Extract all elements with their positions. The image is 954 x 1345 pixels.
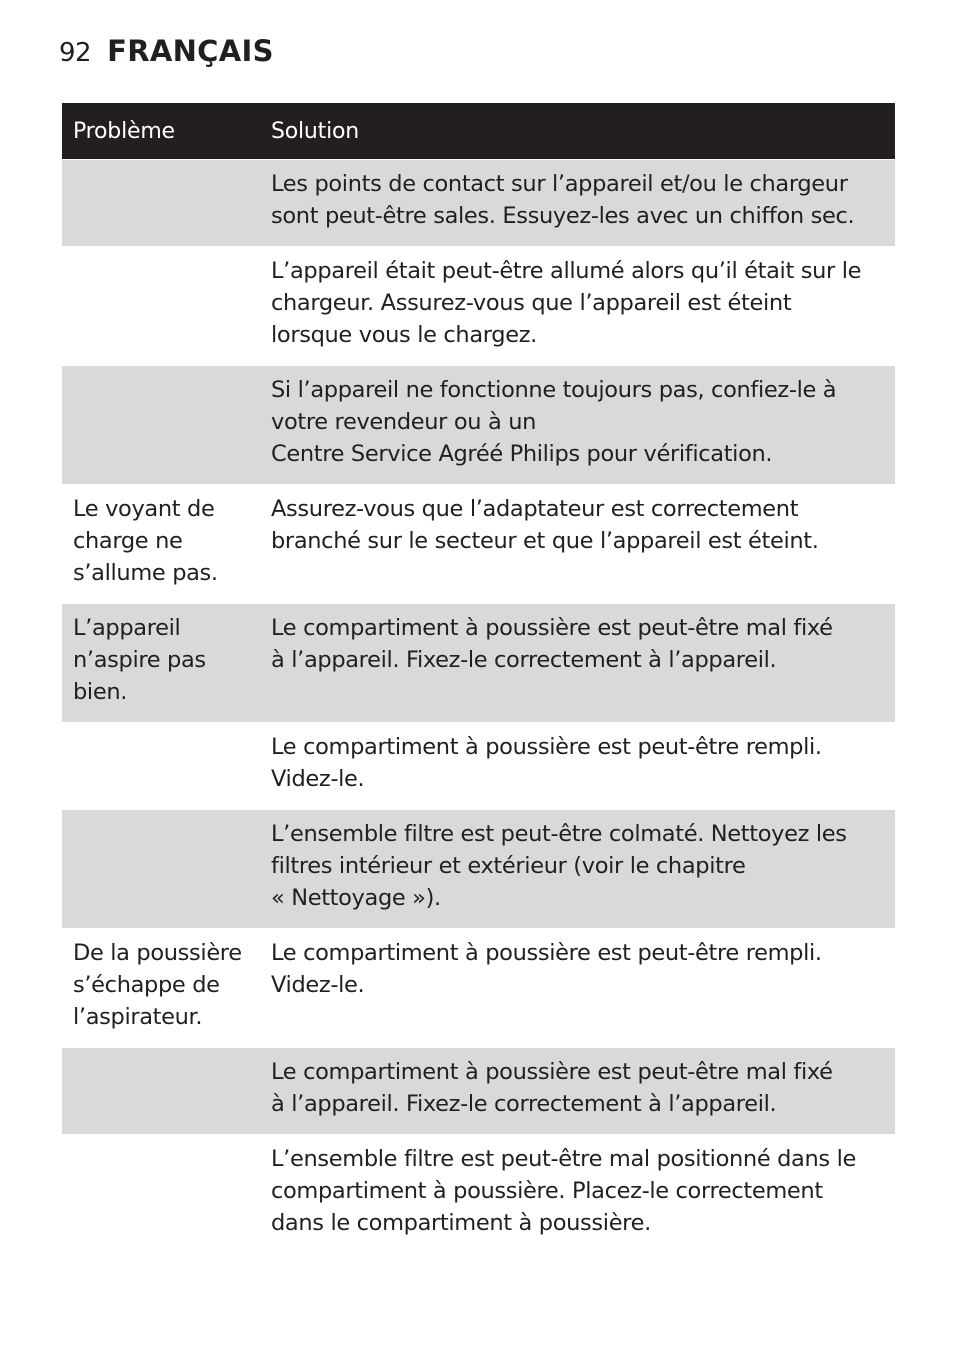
table-row — [62, 246, 895, 365]
solution-cell: L’ensemble filtre est peut-être colmaté. Nettoyez les filtres intérieur et extérieur (voir le chapitre « Nettoyage »). — [271, 821, 847, 911]
table-row — [62, 809, 895, 928]
problem-cell — [62, 366, 271, 484]
problem-cell: Le voyant de charge ne s’allume pas. — [73, 496, 218, 586]
problem-cell — [62, 723, 271, 809]
table-header-row — [62, 103, 895, 159]
page-number: 92 — [59, 38, 92, 68]
table-row — [62, 365, 895, 484]
problem-cell — [62, 810, 271, 928]
problem-cell — [62, 247, 271, 365]
solution-cell: Le compartiment à poussière est peut-être mal fixé à l’appareil. Fixez-le correctement à l’appareil. — [271, 615, 833, 673]
problem-cell — [62, 160, 271, 246]
problem-cell: L’appareil n’aspire pas bien. — [73, 615, 206, 705]
solution-cell: Le compartiment à poussière est peut-être mal fixé à l’appareil. Fixez-le correctement à l’appareil. — [271, 1059, 833, 1117]
column-header-problem: Problème — [73, 118, 175, 144]
troubleshooting-table — [62, 103, 895, 1253]
solution-cell: Le compartiment à poussière est peut-être rempli. Videz-le. — [271, 940, 822, 998]
table-row — [62, 1134, 895, 1253]
table-row — [62, 159, 895, 246]
table-row — [62, 1047, 895, 1134]
solution-cell: Assurez-vous que l’adaptateur est correctement branché sur le secteur et que l’appareil est éteint. — [271, 496, 819, 554]
solution-cell: L’ensemble filtre est peut-être mal positionné dans le compartiment à poussière. Placez-le correctement dans le compartiment à poussière. — [271, 1146, 856, 1236]
column-header-solution: Solution — [271, 118, 360, 144]
section-title: FRANÇAIS — [107, 34, 274, 68]
table-row — [62, 603, 895, 722]
solution-cell: L’appareil était peut-être allumé alors qu’il était sur le chargeur. Assurez-vous que l’appareil est éteint lorsque vous le chargez. — [271, 258, 862, 348]
table-body — [62, 159, 895, 1253]
problem-cell — [62, 1048, 271, 1134]
problem-cell — [62, 1135, 271, 1253]
page-header — [59, 34, 274, 68]
solution-cell: Si l’appareil ne fonctionne toujours pas, confiez-le à votre revendeur ou à un Centre Service Agréé Philips pour vérification. — [271, 377, 837, 467]
table-row — [62, 484, 895, 603]
problem-cell: De la poussière s’échappe de l’aspirateur. — [73, 940, 242, 1030]
table-row — [62, 722, 895, 809]
solution-cell: Les points de contact sur l’appareil et/ou le chargeur sont peut-être sales. Essuyez-les avec un chiffon sec. — [271, 171, 855, 229]
solution-cell: Le compartiment à poussière est peut-être rempli. Videz-le. — [271, 734, 822, 792]
table-row — [62, 928, 895, 1047]
